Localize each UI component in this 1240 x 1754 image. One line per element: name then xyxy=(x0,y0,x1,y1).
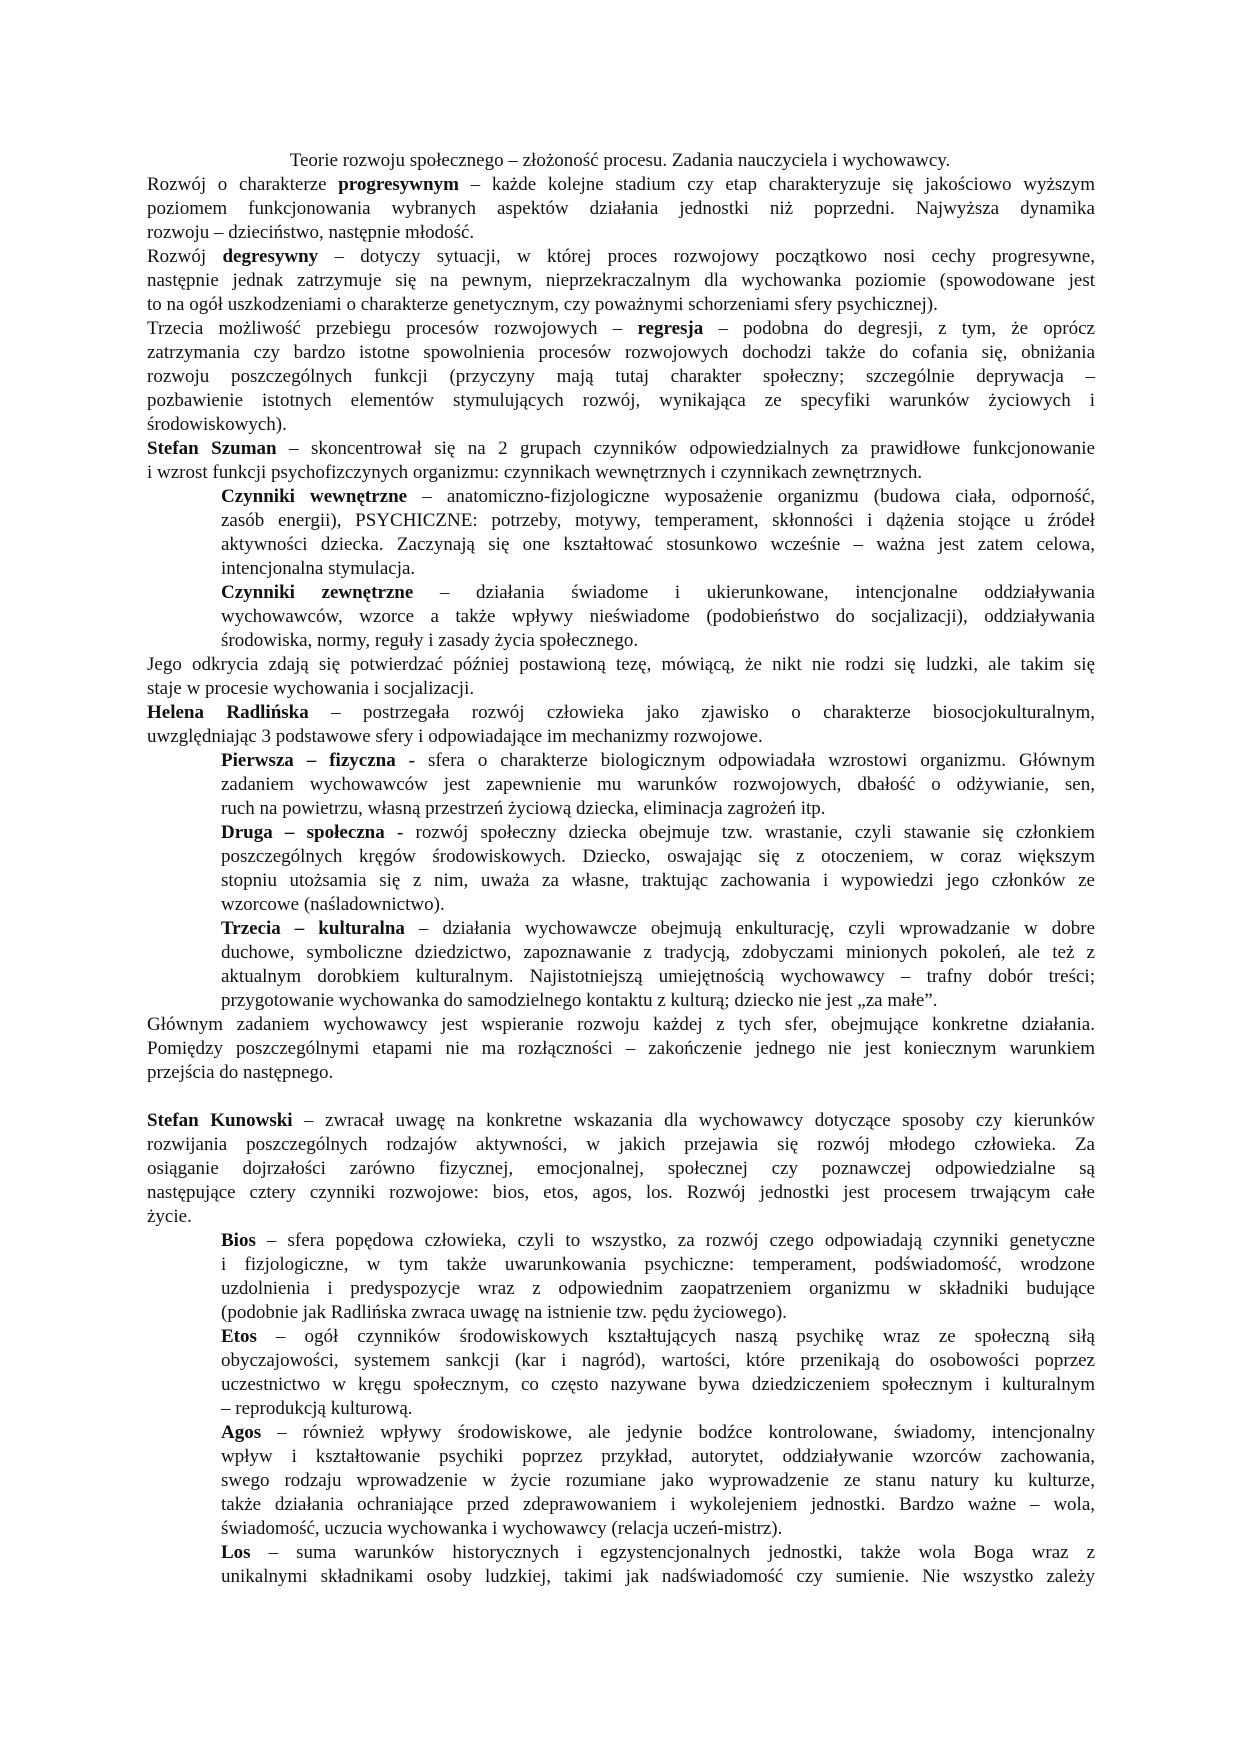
text-run: i fizjologiczne, w tym także uwarunkowania psychiczne: temperament, podświadomość, wrodzone xyxy=(221,1254,1095,1275)
text-line xyxy=(147,341,1095,365)
text-run: następujące cztery czynniki rozwojowe: bios, etos, agos, los. Rozwój jednostki jest procesem trwającym całe xyxy=(147,1182,1095,1203)
paragraph xyxy=(147,821,1095,917)
text-run: – zwracał uwagę na konkretne wskazania dla wychowawcy dotyczące sposoby czy kierunków xyxy=(292,1110,1095,1131)
text-run: – podobna do degresji, z tym, że oprócz xyxy=(703,318,1095,339)
text-run: rozwoju poszczególnych funkcji (przyczyny mają tutaj charakter społeczny; szczególnie deprywacja – xyxy=(147,366,1095,387)
paragraph xyxy=(147,653,1095,701)
text-line xyxy=(221,821,1095,845)
text-run: świadomość, uczucia wychowanka i wychowawcy (relacja uczeń-mistrz). xyxy=(221,1518,783,1539)
text-line xyxy=(221,893,1095,917)
text-run: wychowawców, wzorce a także wpływy nieświadome (podobieństwo do socjalizacji), oddziaływania xyxy=(221,606,1095,627)
text-run: – reprodukcją kulturową. xyxy=(221,1398,413,1419)
text-run: – każde kolejne stadium czy etap charakteryzuje się jakościowo wyższym xyxy=(458,174,1095,195)
text-line xyxy=(221,1373,1095,1397)
text-line xyxy=(147,1013,1095,1037)
text-line xyxy=(147,173,1095,197)
text-run: unikalnymi składnikami osoby ludzkiej, takimi jak nadświadomość czy sumienie. Nie wszystko zależy xyxy=(221,1566,1095,1587)
text-run: – postrzegała rozwój człowieka jako zjawisko o charakterze biosocjokulturalnym, xyxy=(308,702,1096,723)
bold-term: Bios xyxy=(221,1230,256,1251)
text-line xyxy=(221,1397,1095,1421)
text-run: ruch na powietrzu, własną przestrzeń życiową dziecka, eliminacja zagrożeń itp. xyxy=(221,798,826,819)
bold-term: Stefan Kunowski xyxy=(147,1110,293,1131)
text-line xyxy=(147,1037,1095,1061)
text-run: – działania wychowawcze obejmują enkulturację, czyli wprowadzanie w dobre xyxy=(404,918,1096,939)
text-run: środowiskowych). xyxy=(147,414,287,435)
text-line xyxy=(221,533,1095,557)
text-line xyxy=(221,629,1095,653)
bold-term: progresywnym xyxy=(338,174,459,195)
paragraph xyxy=(147,1229,1095,1325)
text-line xyxy=(221,989,1095,1013)
text-line xyxy=(221,1493,1095,1517)
paragraph xyxy=(147,173,1095,245)
paragraph xyxy=(147,1013,1095,1085)
text-line xyxy=(147,701,1095,725)
text-run: Pomiędzy poszczególnymi etapami nie ma rozłączności – zakończenie jednego nie jest koniecznym warunkiem xyxy=(147,1038,1095,1059)
text-run: Głównym zadaniem wychowawcy jest wspieranie rozwoju każdej z tych sfer, obejmujące konkretne działania. xyxy=(147,1014,1095,1035)
bold-term: Czynniki zewnętrzne xyxy=(221,582,414,603)
paragraph xyxy=(147,1421,1095,1541)
paragraph xyxy=(147,485,1095,581)
text-line xyxy=(147,293,1095,317)
bold-term: Stefan Szuman xyxy=(147,438,277,459)
text-run: aktualnym dorobkiem kulturalnym. Najistotniejszą umiejętnością wychowawcy – trafny dobór treści; xyxy=(221,966,1095,987)
text-line xyxy=(221,1517,1095,1541)
text-line xyxy=(221,941,1095,965)
text-run: Trzecia możliwość przebiegu procesów rozwojowych – xyxy=(147,318,638,339)
text-line xyxy=(147,1061,1095,1085)
text-line xyxy=(221,965,1095,989)
text-run: – dotyczy sytuacji, w której proces rozwojowy początkowo nosi cechy progresywne, xyxy=(318,246,1095,267)
text-line xyxy=(147,1109,1095,1133)
text-run: – ogół czynników środowiskowych kształtujących naszą psychikę wraz ze społeczną siłą xyxy=(256,1326,1095,1347)
bold-term: degresywny xyxy=(222,246,319,267)
text-run: stopniu utożsamia się z nim, uważa za własne, traktując zachowania i wypowiedzi jego członków ze xyxy=(221,870,1095,891)
bold-term: Czynniki wewnętrzne xyxy=(221,486,408,507)
text-run: uczestnictwo w kręgu społecznym, co często nazywane bywa dziedziczeniem społecznym i kulturalnym xyxy=(221,1374,1095,1395)
text-line xyxy=(221,1325,1095,1349)
text-run: wzorcowe (naśladownictwo). xyxy=(221,894,445,915)
text-line xyxy=(221,1445,1095,1469)
text-line xyxy=(221,1253,1095,1277)
blank-line xyxy=(147,1085,1095,1109)
text-run: i wzrost funkcji psychofizczynych organizmu: czynnikach wewnętrznych i czynnikach zewnętrznych. xyxy=(147,462,923,483)
paragraph xyxy=(147,317,1095,437)
text-run: (podobnie jak Radlińska zwraca uwagę na istnienie tzw. pędu życiowego). xyxy=(221,1302,787,1323)
paragraph xyxy=(147,917,1095,1013)
text-line xyxy=(221,557,1095,581)
text-run: aktywności dziecka. Zaczynają się one kształtować stosunkowo wcześnie – ważna jest zatem celowa, xyxy=(221,534,1095,555)
document-body xyxy=(147,173,1095,1589)
text-run: – suma warunków historycznych i egzystencjonalnych jednostki, także wola Boga wraz z xyxy=(250,1542,1095,1563)
paragraph xyxy=(147,437,1095,485)
bold-term: Pierwsza – fizyczna - xyxy=(221,750,415,771)
text-run: intencjonalna stymulacja. xyxy=(221,558,416,579)
text-line xyxy=(221,605,1095,629)
text-run: – skoncentrował się na 2 grupach czynników odpowiedzialnych za prawidłowe funkcjonowanie xyxy=(276,438,1096,459)
text-run: – działania świadome i ukierunkowane, intencjonalne oddziaływania xyxy=(413,582,1095,603)
text-run: sfera o charakterze biologicznym odpowiadała wzrostowi organizmu. Głównym xyxy=(414,750,1095,771)
text-line xyxy=(147,1133,1095,1157)
text-run: swego rodzaju wprowadzenie w życie rozumiane jako wyprowadzenie ze stanu natury ku kulturze, xyxy=(221,1470,1095,1491)
text-line xyxy=(221,1301,1095,1325)
text-line xyxy=(221,1421,1095,1445)
text-line xyxy=(221,797,1095,821)
text-line xyxy=(221,773,1095,797)
bold-term: Helena Radlińska xyxy=(147,702,309,723)
text-line xyxy=(221,845,1095,869)
text-run: także działania ochraniające przed zdeprawowaniem i wykolejeniem jednostki. Bardzo ważne – wola, xyxy=(221,1494,1095,1515)
text-line xyxy=(147,677,1095,701)
paragraph xyxy=(147,245,1095,317)
text-run: – anatomiczno-fizjologiczne wyposażenie organizmu (budowa ciała, odporność, xyxy=(407,486,1095,507)
text-run: obyczajowości, systemem sankcji (kar i nagród), wartości, które przenikają do osobowości poprzez xyxy=(221,1350,1095,1371)
text-run: – sfera popędowa człowieka, czyli to wszystko, za rozwój czego odpowiadają czynniki genetyczne xyxy=(255,1230,1095,1251)
text-line xyxy=(147,413,1095,437)
text-run: staje w procesie wychowania i socjalizacji. xyxy=(147,678,475,699)
text-run: następnie jednak zatrzymuje się na pewnym, nieprzekraczalnym dla wychowanka poziomie (spowodowane jest xyxy=(147,270,1095,291)
paragraph xyxy=(147,749,1095,821)
text-run: Rozwój xyxy=(147,246,223,267)
paragraph xyxy=(147,701,1095,749)
document-title: Teorie rozwoju społecznego – złożoność procesu. Zadania nauczyciela i wychowawcy. xyxy=(289,150,951,171)
bold-term: Trzecia – kulturalna xyxy=(221,918,405,939)
text-line xyxy=(147,365,1095,389)
text-line xyxy=(147,653,1095,677)
text-line xyxy=(147,725,1095,749)
text-run: zatrzymania czy bardzo istotne spowolnienia procesów rozwojowych dochodzi także do cofania się, obniżania xyxy=(147,342,1095,363)
paragraph xyxy=(147,1325,1095,1421)
text-line xyxy=(221,1229,1095,1253)
text-line xyxy=(221,1565,1095,1589)
text-line xyxy=(221,917,1095,941)
text-run: rozwoju – dzieciństwo, następnie młodość. xyxy=(147,222,475,243)
text-run: poziomem funkcjonowania wybranych aspektów działania jednostki niż poprzedni. Najwyższa dynamika xyxy=(147,198,1095,219)
text-line xyxy=(147,1205,1095,1229)
text-run: życie. xyxy=(147,1206,192,1227)
bold-term: Druga – społeczna - xyxy=(221,822,404,843)
text-line xyxy=(221,1541,1095,1565)
text-run: rozwój społeczny dziecka obejmuje tzw. wrastanie, czyli stawanie się członkiem xyxy=(403,822,1095,843)
text-run: duchowe, symboliczne dziedzictwo, zapoznawanie z tradycją, zdobyczami minionych pokoleń, ale też z xyxy=(221,942,1095,963)
paragraph xyxy=(147,1109,1095,1229)
text-line xyxy=(147,245,1095,269)
text-line xyxy=(221,509,1095,533)
text-run: zadaniem wychowawców jest zapewnienie mu warunków rozwojowych, dbałość o odżywianie, sen, xyxy=(221,774,1095,795)
text-run: pozbawienie istotnych elementów stymulujących rozwój, wynikająca ze specyfiki warunków życiowych i xyxy=(147,390,1095,411)
text-run: przygotowanie wychowanka do samodzielnego kontaktu z kulturą; dziecko nie jest „za małe”. xyxy=(221,990,938,1011)
text-run: to na ogół uszkodzeniami o charakterze genetycznym, czy poważnymi schorzeniami sfery psychicznej). xyxy=(147,294,938,315)
text-run: poszczególnych kręgów środowiskowych. Dziecko, oswajając się z otoczeniem, w coraz większym xyxy=(221,846,1095,867)
text-line xyxy=(221,485,1095,509)
text-line xyxy=(147,197,1095,221)
bold-term: Los xyxy=(221,1542,251,1563)
text-run: rozwijania poszczególnych rodzajów aktywności, w jakich przejawia się rozwój młodego człowieka. Za xyxy=(147,1134,1095,1155)
text-line xyxy=(147,1181,1095,1205)
text-run: przejścia do następnego. xyxy=(147,1062,334,1083)
text-line xyxy=(147,1157,1095,1181)
text-run: – również wpływy środowiskowe, ale jedynie bodźce kontrolowane, świadomy, intencjonalny xyxy=(261,1422,1095,1443)
paragraph xyxy=(147,581,1095,653)
bold-term: Etos xyxy=(221,1326,257,1347)
text-run: wpływ i kształtowanie psychiki poprzez przykład, autorytet, oddziaływanie wzorców zachowania, xyxy=(221,1446,1095,1467)
text-run: uwzględniając 3 podstawowe sfery i odpowiadające im mechanizmy rozwojowe. xyxy=(147,726,763,747)
text-line xyxy=(221,1349,1095,1373)
text-line xyxy=(147,269,1095,293)
text-line xyxy=(147,389,1095,413)
text-run: Rozwój o charakterze xyxy=(147,174,339,195)
text-line xyxy=(221,581,1095,605)
bold-term: Agos xyxy=(221,1422,262,1443)
text-run: osiąganie dojrzałości zarówno fizycznej, emocjonalnej, społecznej czy poznawczej odpowiedzialne są xyxy=(147,1158,1095,1179)
text-run: Jego odkrycia zdają się potwierdzać później postawioną tezę, mówiącą, że nikt nie rodzi się ludzki, ale takim się xyxy=(147,654,1095,675)
text-run: zasób energii), PSYCHICZNE: potrzeby, motywy, temperament, skłonności i dążenia stojące u źródeł xyxy=(221,510,1095,531)
text-line xyxy=(221,1277,1095,1301)
text-line xyxy=(221,1469,1095,1493)
text-line xyxy=(147,317,1095,341)
text-line xyxy=(147,461,1095,485)
bold-term: regresja xyxy=(637,318,704,339)
text-run: uzdolnienia i predyspozycje wraz z odpowiednim zaopatrzeniem organizmu w składniki budujące xyxy=(221,1278,1095,1299)
paragraph xyxy=(147,1541,1095,1589)
text-run: środowiska, normy, reguły i zasady życia społecznego. xyxy=(221,630,639,651)
text-line xyxy=(221,749,1095,773)
text-line xyxy=(221,869,1095,893)
text-line xyxy=(147,437,1095,461)
text-line xyxy=(147,221,1095,245)
